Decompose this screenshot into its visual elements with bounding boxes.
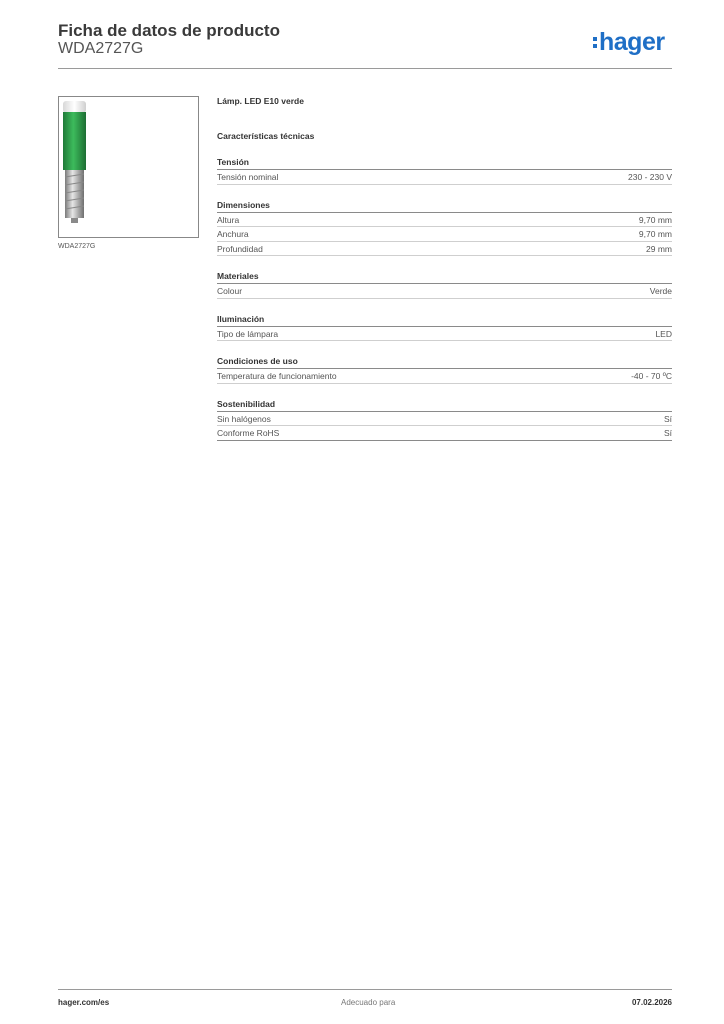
spec-label: Sin halógenos [217, 413, 271, 424]
section-title: Tensión [217, 156, 672, 170]
spec-row [217, 369, 672, 384]
spec-value: Verde [649, 286, 672, 296]
page-title: Ficha de datos de producto [58, 21, 280, 40]
footer-date: 07.02.2026 [631, 998, 672, 1007]
spec-label: Tipo de lámpara [217, 328, 279, 339]
spec-row [217, 426, 672, 441]
header-divider [58, 68, 672, 69]
footer-website: hager.com/es [58, 998, 110, 1007]
product-code: WDA2727G [58, 40, 144, 57]
section-title: Dimensiones [217, 199, 672, 213]
spec-value: LED [655, 328, 672, 339]
spec-row [217, 327, 672, 342]
spec-label: Anchura [217, 229, 249, 239]
spec-value: Sí [663, 428, 672, 438]
spec-value: -40 - 70 ºC [631, 371, 672, 381]
section-title: Materiales [217, 270, 672, 284]
spec-value: 9,70 mm [638, 214, 672, 225]
hager-logo [593, 30, 665, 55]
spec-row [217, 284, 672, 299]
section-sustainability [217, 398, 672, 441]
spec-row [217, 227, 672, 242]
spec-value: 29 mm [646, 243, 672, 254]
section-conditions [217, 355, 672, 384]
spec-label: Profundidad [217, 243, 263, 254]
spec-value: Sí [663, 413, 672, 424]
section-tension [217, 156, 672, 185]
section-dimensions [217, 199, 672, 257]
led-lamp-icon [59, 97, 198, 237]
product-image [58, 96, 199, 238]
tech-heading: Características técnicas [217, 131, 315, 141]
section-lighting [217, 313, 672, 342]
section-title: Condiciones de uso [217, 355, 672, 369]
product-name: Lámp. LED E10 verde [217, 96, 304, 106]
spec-row [217, 170, 672, 185]
section-title: Sostenibilidad [217, 398, 672, 412]
footer-center-text: Adecuado para [341, 998, 396, 1007]
spec-content [217, 95, 672, 441]
spec-label: Colour [217, 286, 243, 296]
spec-label: Conforme RoHS [217, 428, 280, 438]
logo-dots-icon [593, 37, 597, 48]
spec-row [217, 213, 672, 228]
logo-text: hager [599, 28, 665, 56]
spec-row [217, 412, 672, 427]
spec-value: 230 - 230 V [628, 172, 672, 182]
spec-label: Tensión nominal [217, 172, 279, 182]
section-title: Iluminación [217, 313, 672, 327]
spec-label: Temperatura de funcionamiento [217, 371, 337, 381]
spec-label: Altura [217, 214, 240, 225]
spec-value: 9,70 mm [638, 229, 672, 239]
section-materials [217, 270, 672, 299]
image-caption: WDA2727G [58, 243, 96, 250]
spec-row [217, 242, 672, 257]
footer-divider [58, 989, 672, 990]
